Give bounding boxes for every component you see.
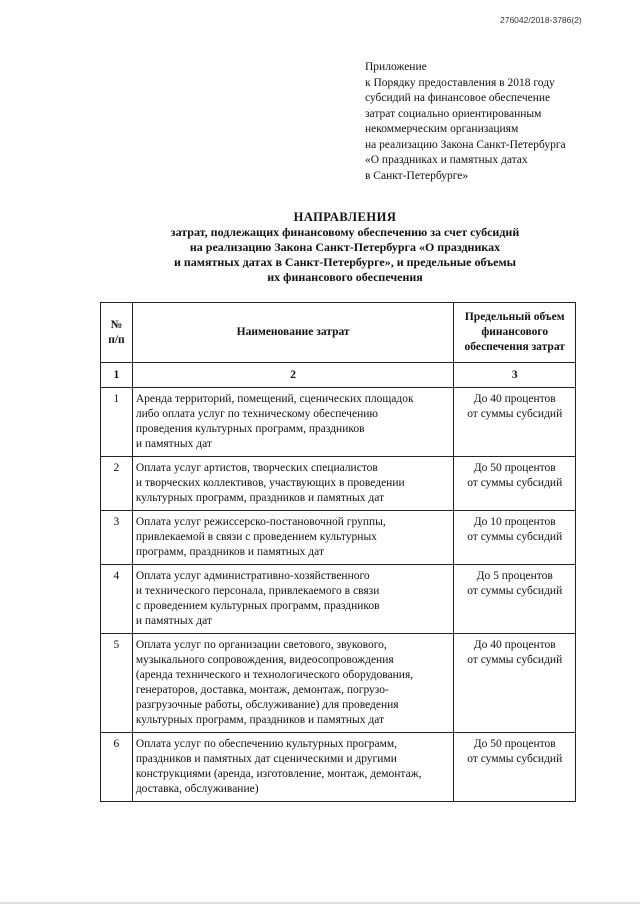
row-number: 4	[101, 565, 133, 634]
row-number: 2	[101, 457, 133, 511]
header-limit-line: обеспечения затрат	[464, 341, 565, 353]
cost-limit	[454, 733, 576, 802]
column-number: 3	[454, 363, 576, 388]
cost-name-line: разгрузочные работы, обслуживание) для проведения	[135, 699, 399, 711]
row-number: 5	[101, 634, 133, 733]
cost-limit	[454, 511, 576, 565]
row-number: 6	[101, 733, 133, 802]
cost-limit-line: от суммы субсидий	[467, 531, 563, 543]
cost-name-line: Оплата услуг по обеспечению культурных программ,	[135, 738, 398, 750]
title-subtitle-line: их финансового обеспечения	[267, 270, 423, 284]
cost-name-line: доставка, обслуживание)	[135, 783, 259, 795]
title-main: НАПРАВЛЕНИЯ	[293, 210, 397, 224]
cost-name-line: и памятных дат	[135, 438, 212, 450]
cost-name-line: Оплата услуг артистов, творческих специалистов	[135, 462, 378, 474]
cost-name-line: и технического персонала, привлекаемого в связи	[135, 585, 380, 597]
cost-limit-line: До 40 процентов	[473, 639, 556, 651]
table-row	[101, 565, 576, 634]
appendix-line: в Санкт-Петербурге»	[365, 169, 469, 182]
header-num	[101, 303, 133, 363]
cost-limit-line: До 10 процентов	[473, 516, 556, 528]
header-num-line: п/п	[108, 333, 125, 346]
appendix-block	[365, 60, 630, 184]
cost-limit	[454, 388, 576, 457]
cost-name-line: Аренда территорий, помещений, сценических площадок	[135, 393, 414, 405]
cost-name-line: культурных программ, праздников и памятных дат	[135, 492, 385, 504]
cost-name	[132, 565, 454, 634]
appendix-line: к Порядку предоставления в 2018 году	[365, 76, 555, 89]
cost-name-line: с проведением культурных программ, праздников	[135, 600, 380, 612]
table-row	[101, 733, 576, 802]
cost-limit-line: от суммы субсидий	[467, 477, 563, 489]
cost-name	[132, 634, 454, 733]
appendix-line: субсидий на финансовое обеспечение	[365, 92, 551, 104]
cost-limit-line: До 5 процентов	[476, 570, 553, 582]
cost-limit	[454, 565, 576, 634]
cost-name-line: Оплата услуг административно-хозяйственного	[135, 570, 370, 582]
header-name: Наименование затрат	[132, 303, 454, 363]
appendix-line: Приложение	[365, 61, 427, 73]
cost-limit	[454, 457, 576, 511]
cost-name-line: конструкциями (аренда, изготовление, монтаж, демонтаж,	[135, 768, 422, 780]
appendix-line: некоммерческим организациям	[365, 123, 519, 135]
document-id: 276042/2018-3786(2)	[500, 15, 582, 25]
cost-limit-line: До 50 процентов	[473, 738, 556, 750]
cost-name	[132, 511, 454, 565]
cost-name	[132, 388, 454, 457]
cost-name-line: (аренда технического и технологического оборудования,	[135, 669, 414, 681]
appendix-line: «О праздниках и памятных датах	[365, 154, 528, 166]
title-subtitle-line: и памятных датах в Санкт-Петербурге», и предельные объемы	[173, 255, 517, 269]
cost-name-line: проведения культурных программ, праздников	[135, 423, 365, 435]
cost-limit-line: от суммы субсидий	[467, 408, 563, 420]
column-number: 1	[101, 363, 133, 388]
appendix-line: затрат социально ориентированным	[365, 107, 542, 120]
table-row	[101, 388, 576, 457]
cost-limit-line: от суммы субсидий	[467, 654, 563, 666]
header-num-line: №	[110, 318, 123, 331]
row-number: 1	[101, 388, 133, 457]
cost-name-line: генераторов, доставка, монтаж, демонтаж, погрузо-	[135, 684, 389, 696]
table-header-row	[101, 303, 576, 363]
cost-limit-line: До 50 процентов	[473, 462, 556, 474]
header-limit-line: Предельный объем	[464, 311, 565, 323]
title-subtitle-line: затрат, подлежащих финансовому обеспечению за счет субсидий	[170, 225, 520, 239]
table-row	[101, 457, 576, 511]
table-row	[101, 634, 576, 733]
cost-name-line: и творческих коллективов, участвующих в проведении	[135, 477, 405, 489]
header-limit-line: финансового	[481, 326, 549, 338]
cost-limit-line: от суммы субсидий	[467, 585, 563, 597]
title-subtitle-line: на реализацию Закона Санкт-Петербурга «О праздниках	[189, 240, 501, 254]
appendix-line: на реализацию Закона Санкт-Петербурга	[365, 138, 566, 151]
column-number: 2	[132, 363, 454, 388]
cost-limit	[454, 634, 576, 733]
cost-name	[132, 457, 454, 511]
cost-name-line: культурных программ, праздников и памятных дат	[135, 714, 385, 726]
cost-limit-line: До 40 процентов	[473, 393, 556, 405]
column-number-row	[101, 363, 576, 388]
cost-name-line: музыкального сопровождения, видеосопровождения	[135, 654, 394, 666]
cost-name	[132, 733, 454, 802]
document-title	[100, 210, 590, 285]
cost-name-line: Оплата услуг по организации светового, звукового,	[135, 639, 387, 651]
cost-name-line: и памятных дат	[135, 615, 212, 627]
cost-name-line: Оплата услуг режиссерско-постановочной группы,	[135, 516, 386, 528]
cost-name-line: привлекаемой в связи с проведением культурных	[135, 531, 377, 543]
cost-name-line: либо оплата услуг по техническому обеспечению	[135, 408, 378, 420]
header-limit	[454, 303, 576, 363]
costs-table	[100, 302, 576, 802]
table-row	[101, 511, 576, 565]
cost-name-line: программ, праздников и памятных дат	[135, 546, 324, 558]
cost-name-line: праздников и памятных дат сценическими и другими	[135, 753, 397, 765]
row-number: 3	[101, 511, 133, 565]
cost-limit-line: от суммы субсидий	[467, 753, 563, 765]
